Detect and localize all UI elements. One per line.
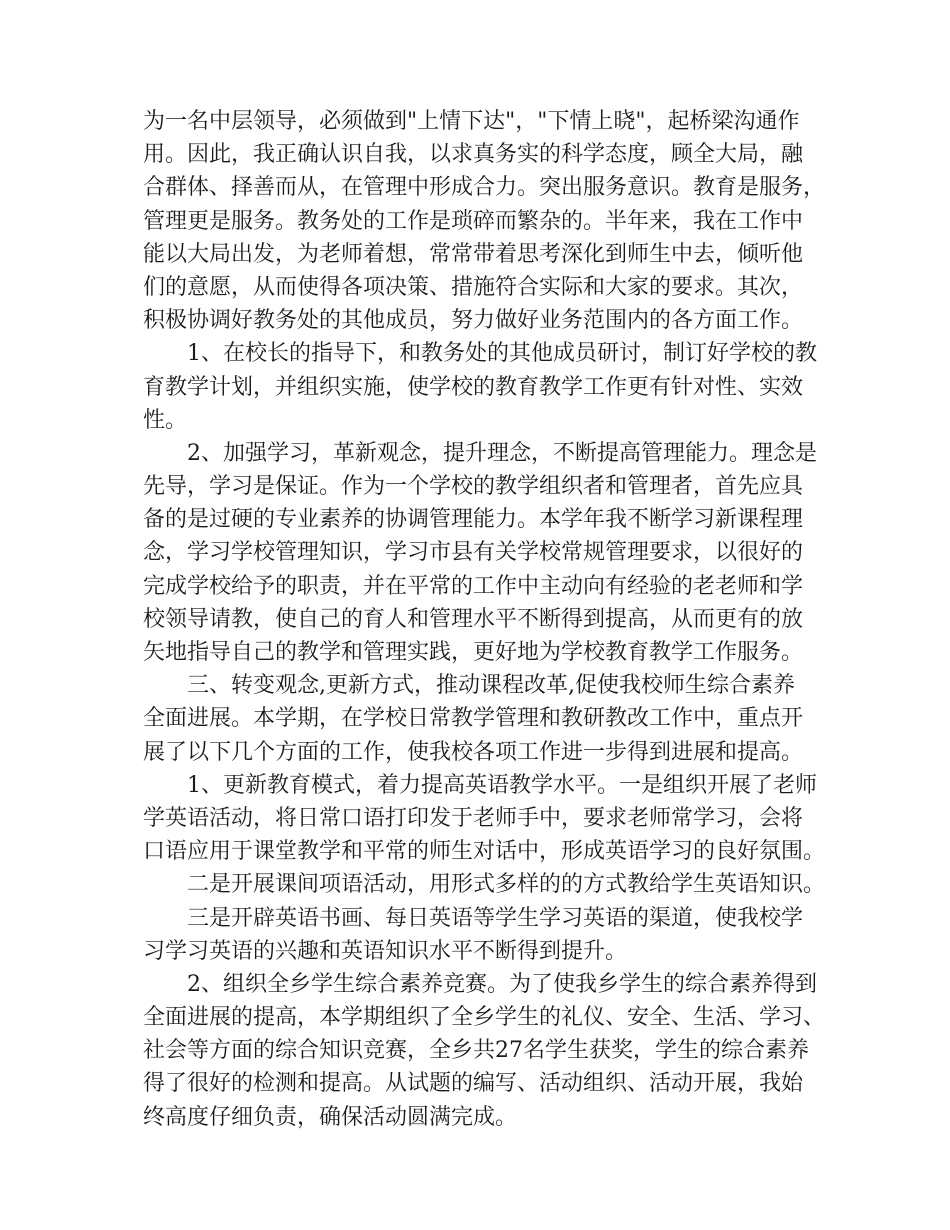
- text-line: 完成学校给予的职责，并在平常的工作中主动向有经验的老老师和学: [143, 573, 804, 599]
- text-line: 积极协调好教务处的其他成员，努力做好业务范围内的各方面工作。: [143, 308, 804, 334]
- text-line: 习学习英语的兴趣和英语知识水平不断得到提升。: [143, 938, 628, 964]
- text-line: 社会等方面的综合知识竞赛，全乡共27名学生获奖，学生的综合素养: [143, 1038, 809, 1064]
- text-line: 们的意愿，从而使得各项决策、措施符合实际和大家的要求。其次，: [143, 274, 804, 300]
- document-body: [143, 105, 826, 1134]
- text-line: 管理更是服务。教务处的工作是琐碎而繁杂的。半年来，我在工作中: [143, 208, 804, 234]
- text-line: 育教学计划，并组织实施，使学校的教育教学工作更有针对性、实效: [143, 374, 804, 400]
- text-line: 1、更新教育模式，着力提高英语教学水平。一是组织开展了老师: [187, 772, 817, 798]
- text-line: 校领导请教，使自己的育人和管理水平不断得到提高，从而更有的放: [143, 606, 804, 632]
- text-line: 合群体、择善而从，在管理中形成合力。突出服务意识。教育是服务，: [143, 175, 826, 201]
- text-line: 三、转变观念,更新方式，推动课程改革,促使我校师生综合素养: [187, 673, 795, 699]
- text-line: 全面进展。本学期，在学校日常教学管理和教研教改工作中，重点开: [143, 706, 804, 732]
- text-line: 学英语活动，将日常口语打印发于老师手中，要求老师常学习，会将: [143, 805, 804, 831]
- text-line: 三是开辟英语书画、每日英语等学生学习英语的渠道，使我校学: [187, 905, 804, 931]
- text-line: 备的是过硬的专业素养的协调管理能力。本学年我不断学习新课程理: [143, 507, 804, 533]
- text-line: 为一名中层领导，必须做到"上情下达"，"下情上晓"，起桥梁沟通作: [143, 109, 800, 134]
- text-line: 用。因此，我正确认识自我，以求真务实的科学态度，顾全大局，融: [143, 142, 804, 168]
- text-line: 二是开展课间项语活动，用形式多样的的方式教给学生英语知识。: [187, 872, 826, 898]
- text-line: 能以大局出发，为老师着想，常常带着思考深化到师生中去，倾听他: [143, 241, 804, 267]
- text-line: 念，学习学校管理知识，学习市县有关学校常规管理要求，以很好的: [143, 540, 804, 566]
- text-line: 口语应用于课堂教学和平常的师生对话中，形成英语学习的良好氛围。: [143, 839, 826, 865]
- text-line: 全面进展的提高，本学期组织了全乡学生的礼仪、安全、生活、学习、: [143, 1005, 826, 1031]
- text-line: 2、加强学习，革新观念，提升理念，不断提高管理能力。理念是: [187, 440, 817, 466]
- text-line: 性。: [143, 407, 188, 433]
- text-line: 2、组织全乡学生综合素养竞赛。为了使我乡学生的综合素养得到: [187, 971, 817, 997]
- text-line: 先导，学习是保证。作为一个学校的教学组织者和管理者，首先应具: [143, 474, 804, 500]
- text-line: 矢地指导自己的教学和管理实践，更好地为学校教育教学工作服务。: [143, 640, 804, 665]
- text-line: 终高度仔细负责，确保活动圆满完成。: [143, 1104, 518, 1130]
- text-line: 得了很好的检测和提高。从试题的编写、活动组织、活动开展，我始: [143, 1071, 804, 1097]
- text-line: 展了以下几个方面的工作，使我校各项工作进一步得到进展和提高。: [143, 739, 804, 765]
- text-line: 1、在校长的指导下，和教务处的其他成员研讨，制订好学校的教: [187, 341, 817, 367]
